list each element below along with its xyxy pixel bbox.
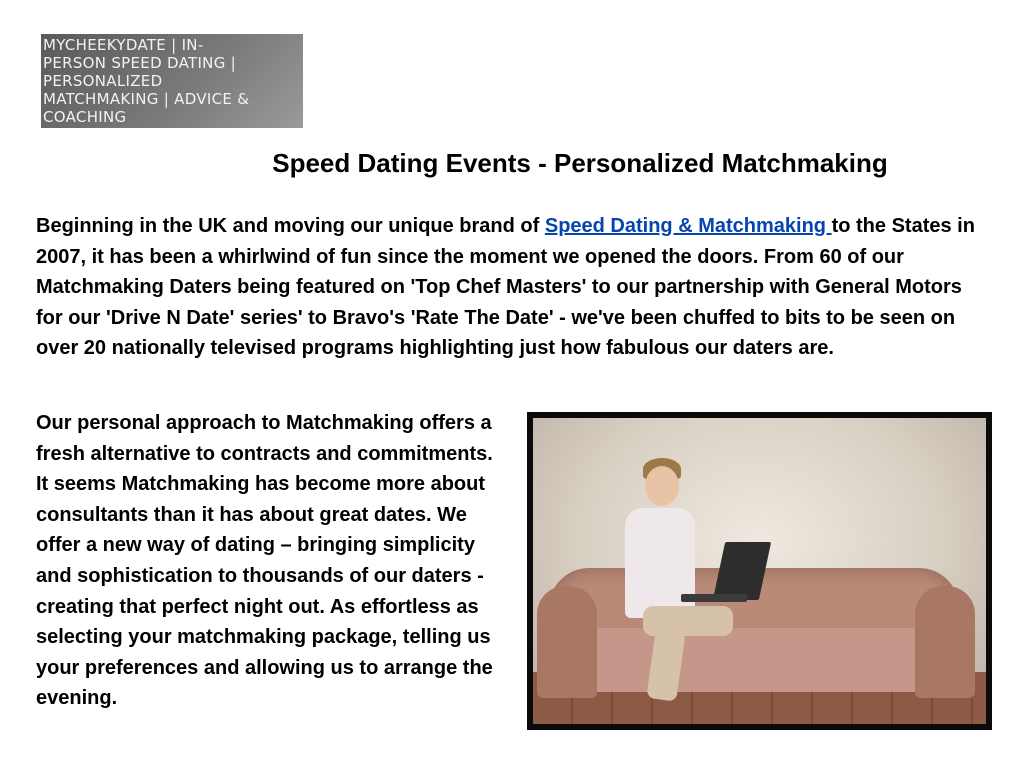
laptop-base	[681, 594, 747, 602]
woman-on-sofa-photo	[533, 418, 986, 724]
body-paragraph: Our personal approach to Matchmaking offers a fresh alternative to contracts and commitments. It seems Matchmaking has become more about consultants than it has about great dates. We offer a new way of dating – bringing simplicity and sophistication to thousands of our daters - creating that perfect night out. As effortless as selecting your matchmaking package, telling us your preferences and allowing us to arrange the evening.	[36, 412, 493, 710]
woman-head	[645, 466, 679, 506]
sofa-right-arm	[915, 586, 975, 698]
logo-text: MYCHEEKYDATE | IN- PERSON SPEED DATING | PERSONALIZED MATCHMAKING | ADVICE & COACHING	[43, 36, 250, 126]
intro-paragraph	[36, 211, 976, 364]
speed-dating-link[interactable]: Speed Dating & Matchmaking	[544, 215, 832, 237]
intro-text-after: to the States in 2007, it has been a whirlwind of fun since the moment we opened the doors. From 60 of our Matchmaking Daters being featured on 'Top Chef Masters' to our partnership with General Motors for our 'Drive N Date' series' to Bravo's 'Rate The Date' - we've been chuffed to bits to be seen on over 20 nationally televised programs highlighting just how fabulous our daters are.	[36, 215, 975, 360]
intro-text-before: Beginning in the UK and moving our unique brand of	[36, 215, 545, 237]
sofa-left-arm	[537, 586, 597, 698]
page-title: Speed Dating Events - Personalized Matchmaking	[272, 148, 888, 178]
photo-frame	[527, 412, 992, 730]
sofa-seat	[581, 628, 931, 692]
logo-banner	[41, 34, 303, 128]
